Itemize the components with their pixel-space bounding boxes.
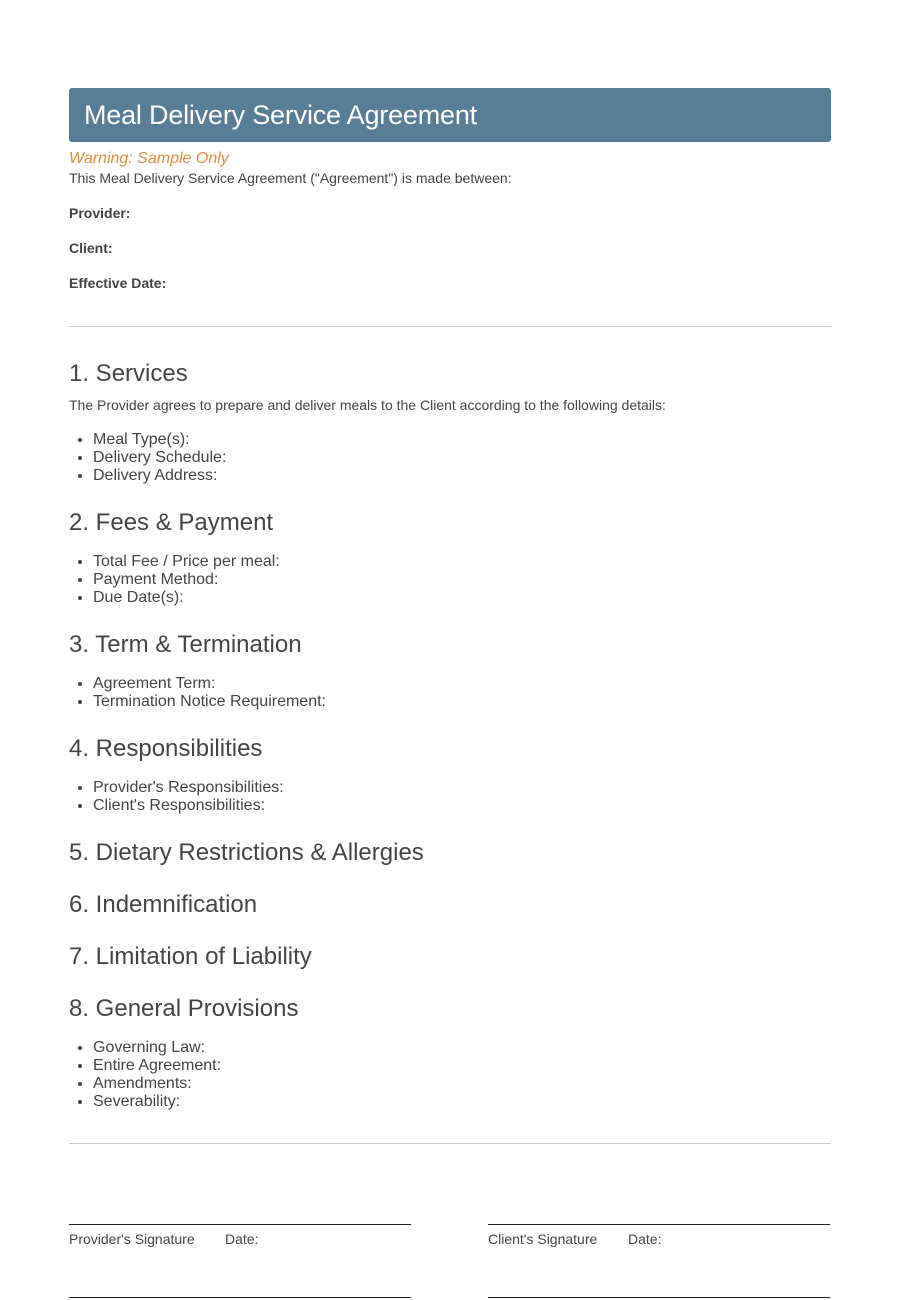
list-item: • Delivery Schedule: (93, 449, 831, 467)
provider-signature-line[interactable] (69, 1224, 411, 1225)
section-list (69, 675, 831, 711)
list-item: • Delivery Address: (93, 467, 831, 485)
provider-signature-label: Provider's Signature (69, 1231, 195, 1247)
client-signature-label: Client's Signature (488, 1231, 598, 1247)
section-list (69, 1039, 831, 1111)
document-title: Meal Delivery Service Agreement (84, 99, 477, 130)
list-item: • Provider's Responsibilities: (93, 779, 831, 797)
effective-date-field-label: Effective Date: (69, 275, 167, 291)
list-item: • Entire Agreement: (93, 1057, 831, 1075)
section-list (69, 431, 831, 485)
title-banner (69, 88, 831, 142)
section-list (69, 779, 831, 815)
section-title-indemnification: 6. Indemnification (69, 891, 258, 918)
client-signature-line[interactable] (488, 1224, 830, 1225)
list-item: • Amendments: (93, 1075, 831, 1093)
list-item: • Total Fee / Price per meal: (93, 553, 831, 571)
section-term-termination (69, 631, 831, 711)
section-title: 2. Fees & Payment (69, 509, 274, 536)
agreement-document (69, 88, 831, 1247)
list-item: • Severability: (93, 1093, 831, 1111)
client-date-label: Date: (628, 1231, 662, 1247)
section-list (69, 553, 831, 607)
list-item: • Termination Notice Requirement: (93, 693, 831, 711)
provider-date-line[interactable] (69, 1297, 411, 1298)
divider (69, 326, 831, 327)
intro-text: This Meal Delivery Service Agreement ("Agreement") is made between: (69, 170, 512, 186)
section-fees-payment (69, 509, 831, 607)
list-item: • Payment Method: (93, 571, 831, 589)
section-responsibilities (69, 735, 831, 815)
section-title: 1. Services (69, 360, 188, 387)
section-title: 3. Term & Termination (69, 631, 302, 658)
client-date-line[interactable] (488, 1297, 830, 1298)
provider-field-label: Provider: (69, 205, 131, 221)
provider-date-label: Date: (225, 1231, 259, 1247)
section-title: 8. General Provisions (69, 995, 299, 1022)
divider (69, 1143, 831, 1144)
list-item: • Client's Responsibilities: (93, 797, 831, 815)
list-item: • Meal Type(s): (93, 431, 831, 449)
section-general-provisions (69, 995, 831, 1111)
list-item: • Due Date(s): (93, 589, 831, 607)
client-field-label: Client: (69, 240, 113, 256)
section-text: The Provider agrees to prepare and deliver meals to the Client according to the following details: (69, 397, 666, 413)
sample-warning: Warning: Sample Only (69, 150, 229, 167)
section-title: 4. Responsibilities (69, 735, 263, 762)
section-title-liability: 7. Limitation of Liability (69, 943, 312, 970)
section-title-dietary: 5. Dietary Restrictions & Allergies (69, 839, 424, 866)
list-item: • Governing Law: (93, 1039, 831, 1057)
section-services (69, 360, 831, 485)
list-item: • Agreement Term: (93, 675, 831, 693)
